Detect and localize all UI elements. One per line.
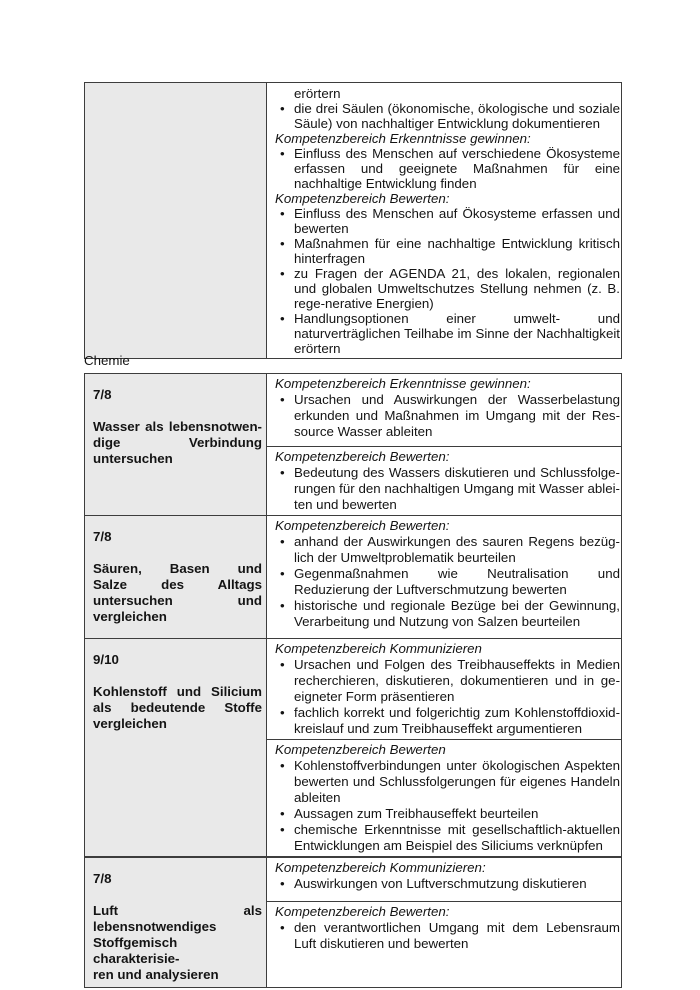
topic-line: Salze des Alltags <box>93 577 262 592</box>
bullet-item: • Einfluss des Menschen auf Ökosysteme erfassen und bewerten <box>275 206 620 236</box>
bullet-item: • Handlungsoptionen einer umwelt- und naturverträglichen Teilhabe im Sinne der Nachhaltigkeit erörtern <box>275 311 620 356</box>
bullet-item: • Bedeutung des Wassers diskutieren und Schlussfolge-rungen für den nachhaltigen Umgang mit Wasser ablei-ten und bewerten <box>275 465 620 513</box>
competency-column <box>267 374 621 515</box>
topic-cell <box>85 374 267 515</box>
competency-area-heading: Kompetenzbereich Erkenntnisse gewinnen: <box>275 131 531 146</box>
competency-column <box>267 516 621 638</box>
competency-area-heading: Kompetenzbereich Erkenntnisse gewinnen: <box>275 376 531 391</box>
competency-cell <box>267 901 621 954</box>
competency-area-heading: Kompetenzbereich Bewerten: <box>275 449 450 464</box>
bullet-item: • den verantwortlichen Umgang mit dem Lebensraum Luft diskutieren und bewerten <box>275 920 620 952</box>
competency-column <box>267 858 621 987</box>
bullet-item: • Einfluss des Menschen auf verschiedene Ökosysteme erfassen und geeignete Maßnahmen für eine nachhaltige Entwicklung finden <box>275 146 620 191</box>
spacer <box>93 887 262 903</box>
competency-cell <box>267 374 621 446</box>
competency-area-heading: Kompetenzbereich Bewerten: <box>275 904 450 919</box>
topic-line: vergleichen <box>93 609 167 624</box>
continuation-text: erörtern <box>294 86 341 101</box>
bullet-item: • Aussagen zum Treibhauseffekt beurteilen <box>275 806 620 822</box>
topic-line: untersuchen und <box>93 593 262 608</box>
topic-line: vergleichen <box>93 716 167 731</box>
topic-line: dige Verbindung <box>93 435 262 450</box>
bullet-item: • Maßnahmen für eine nachhaltige Entwicklung kritisch hinterfragen <box>275 236 620 266</box>
topic-line: untersuchen <box>93 451 173 466</box>
table-row-saeuren <box>85 515 621 638</box>
competency-cell <box>267 739 621 856</box>
competency-cell <box>267 83 621 358</box>
competency-cell <box>267 858 621 901</box>
topic-line: Luft als lebensnotwendiges <box>93 903 262 934</box>
topic-line: Kohlenstoff und Silicium <box>93 684 262 699</box>
topic-line: Säuren, Basen und <box>93 561 262 576</box>
topic-cell <box>85 639 267 856</box>
chemie-table <box>84 373 622 857</box>
competency-column <box>267 639 621 856</box>
topic-title <box>93 419 262 467</box>
topic-line: Wasser als lebensnotwen- <box>93 419 262 434</box>
bullet-item: • Auswirkungen von Luftverschmutzung diskutieren <box>275 876 620 892</box>
competency-area-heading: Kompetenzbereich Bewerten: <box>275 518 450 533</box>
luft-table <box>84 857 622 988</box>
bullet-item: • historische und regionale Bezüge bei der Gewinnung, Verarbeitung und Nutzung von Salzen beurteilen <box>275 598 620 630</box>
table-row-kohlenstoff <box>85 638 621 856</box>
table-row-luft <box>85 858 621 987</box>
spacer <box>93 668 262 684</box>
topic-line: ren und analysieren <box>93 967 219 982</box>
grade-level: 7/8 <box>93 529 112 544</box>
competency-cell <box>267 639 621 739</box>
competency-area-heading: Kompetenzbereich Kommunizieren: <box>275 860 486 875</box>
bullet-item: • Ursachen und Folgen des Treibhauseffekts in Medien recherchieren, diskutieren, dokumentieren und in ge-eigneter Form präsentieren <box>275 657 620 705</box>
topic-cell-empty <box>85 83 267 358</box>
bullet-item: • die drei Säulen (ökonomische, ökologische und soziale Säule) von nachhaltiger Entwicklung dokumentieren <box>275 101 620 131</box>
bullet-item: • Gegenmaßnahmen wie Neutralisation und Reduzierung der Luftverschmutzung bewerten <box>275 566 620 598</box>
bullet-item: • zu Fragen der AGENDA 21, des lokalen, regionalen und globalen Umweltschutzes Stellung nehmen (z. B. rege-nerative Energien) <box>275 266 620 311</box>
topic-cell <box>85 516 267 638</box>
competency-cell <box>267 516 621 638</box>
topic-title <box>93 684 262 732</box>
topic-line: als bedeutende Stoffe <box>93 700 262 715</box>
bullet-item: • anhand der Auswirkungen des sauren Regens bezüg-lich der Umweltproblematik beurteilen <box>275 534 620 566</box>
competency-area-heading: Kompetenzbereich Bewerten: <box>275 191 450 206</box>
bullet-item: • Ursachen und Auswirkungen der Wasserbelastung erkunden und Maßnahmen im Umgang mit der Res-source Wasser ableiten <box>275 392 620 440</box>
bullet-item: • fachlich korrekt und folgerichtig zum Kohlenstoffdioxid-kreislauf und zum Treibhauseffekt argumentieren <box>275 705 620 737</box>
section-label: Chemie <box>84 353 130 368</box>
grade-level: 9/10 <box>93 652 119 667</box>
competency-area-heading: Kompetenzbereich Bewerten <box>275 742 446 757</box>
grade-level: 7/8 <box>93 871 112 886</box>
bullet-item: • Kohlenstoffverbindungen unter ökologischen Aspekten bewerten und Schlussfolgerungen für eigenes Handeln ableiten <box>275 758 620 806</box>
table-row-wasser <box>85 374 621 515</box>
bullet-item: • chemische Erkenntnisse mit gesellschaftlich-aktuellen Entwicklungen am Beispiel des Siliciums verknüpfen <box>275 822 620 854</box>
spacer <box>93 545 262 561</box>
topic-title <box>93 903 262 983</box>
topic-title <box>93 561 262 625</box>
continuation-table <box>84 82 622 359</box>
spacer <box>93 403 262 419</box>
topic-line: Stoffgemisch charakterisie- <box>93 935 180 966</box>
competency-cell <box>267 446 621 515</box>
competency-column <box>267 83 621 358</box>
table-row <box>85 83 621 358</box>
competency-area-heading: Kompetenzbereich Kommunizieren <box>275 641 482 656</box>
topic-cell <box>85 858 267 987</box>
grade-level: 7/8 <box>93 387 112 402</box>
